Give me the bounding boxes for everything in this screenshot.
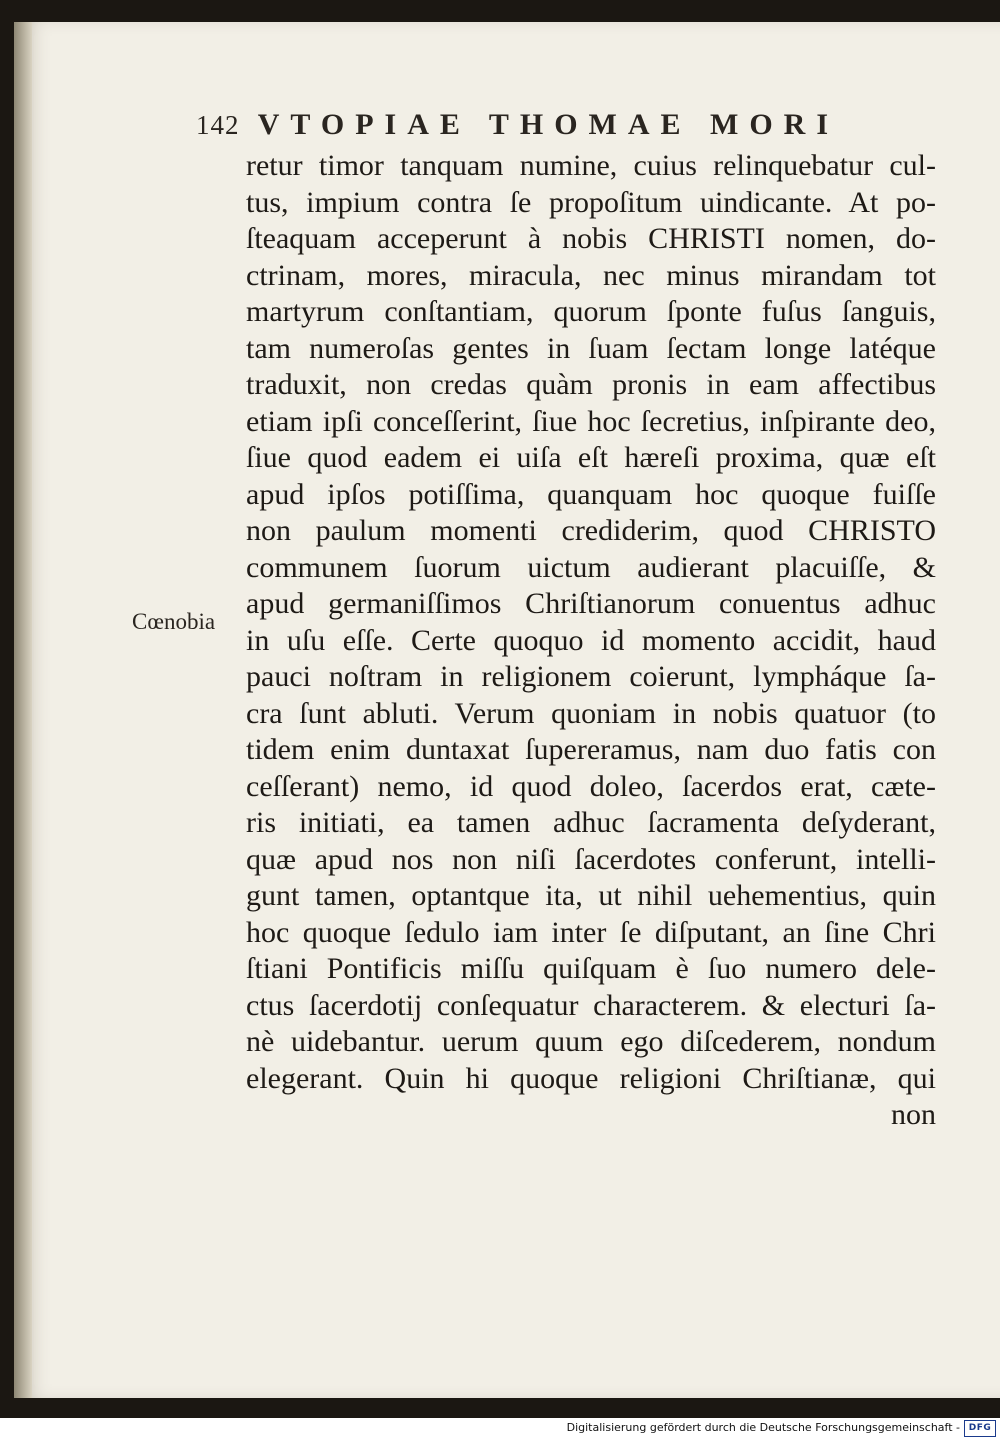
text-line: communem ſuorum uictum audierant placuiſſe, & — [246, 550, 936, 584]
text-line: pauci noſtram in religionem coierunt, lympháque ſa- — [246, 660, 936, 693]
text-line: gunt tamen, optantque ita, ut nihil uehementius, quin — [246, 879, 936, 912]
text-line: ſtiani Pontificis miſſu quiſquam è ſuo numero dele- — [246, 952, 936, 985]
text-line: non — [891, 1098, 936, 1131]
footer-credit: Digitalisierung gefördert durch die Deutsche Forschungsgemeinschaft - — [566, 1421, 960, 1434]
text-line: apud ipſos potiſſima, quanquam hoc quoque fuiſſe — [246, 477, 936, 511]
text-line: nè uidebantur. uerum quum ego diſcederem, nondum — [246, 1025, 936, 1058]
text-line: ris initiati, ea tamen adhuc ſacramenta deſyderant, — [246, 806, 936, 839]
text-line: tam numeroſas gentes in ſuam ſectam longe latéque — [246, 331, 936, 365]
text-line: martyrum conſtantiam, quorum ſponte fuſus ſanguis, — [246, 295, 936, 328]
text-line: hoc quoque ſedulo iam inter ſe diſputant, an ſine Chri — [246, 915, 936, 949]
text-line: traduxit, non credas quàm pronis in eam affectibus — [246, 368, 936, 401]
text-line: ctrinam, mores, miracula, nec minus mirandam tot — [246, 258, 936, 292]
text-line: ſiue quod eadem ei uiſa eſt hæreſi proxima, quæ eſt — [246, 441, 936, 474]
text-line: ceſſerant) nemo, id quod doleo, ſacerdos erat, cæte- — [246, 769, 936, 803]
body-text — [246, 148, 936, 1134]
text-line: apud germaniſſimos Chriſtianorum conuentus adhuc — [246, 587, 936, 620]
text-line: ſteaquam acceperunt à nobis CHRISTI nomen, do- — [246, 222, 936, 255]
margin-note: Cœnobia — [132, 609, 216, 634]
text-line: non paulum momenti crediderim, quod CHRISTO — [246, 514, 936, 547]
text-line: etiam ipſi conceſſerint, ſiue hoc ſecretius, inſpirante deo, — [246, 404, 936, 438]
text-line: quæ apud nos non niſi ſacerdotes conferunt, intelli- — [246, 842, 936, 876]
running-head — [196, 108, 936, 142]
text-line: tus, impium contra ſe propoſitum uindicante. At po- — [246, 185, 936, 219]
dfg-logo: DFG — [964, 1420, 996, 1437]
text-line: ctus ſacerdotij conſequatur characterem. & electuri ſa- — [246, 988, 936, 1022]
text-line: tidem enim duntaxat ſupereramus, nam duo fatis con — [246, 733, 936, 766]
running-head-title: VTOPIAE THOMAE MORI — [257, 108, 840, 141]
text-line: elegerant. Quin hi quoque religioni Chriſtianæ, qui — [246, 1061, 936, 1095]
page-number: 142 — [196, 110, 240, 140]
page-gutter-shadow — [14, 22, 32, 1398]
text-line: retur timor tanquam numine, cuius relinquebatur cul- — [246, 149, 936, 182]
text-line: in uſu eſſe. Certe quoquo id momento accidit, haud — [246, 623, 936, 657]
text-line: cra ſunt abluti. Verum quoniam in nobis quatuor (to — [246, 696, 936, 730]
